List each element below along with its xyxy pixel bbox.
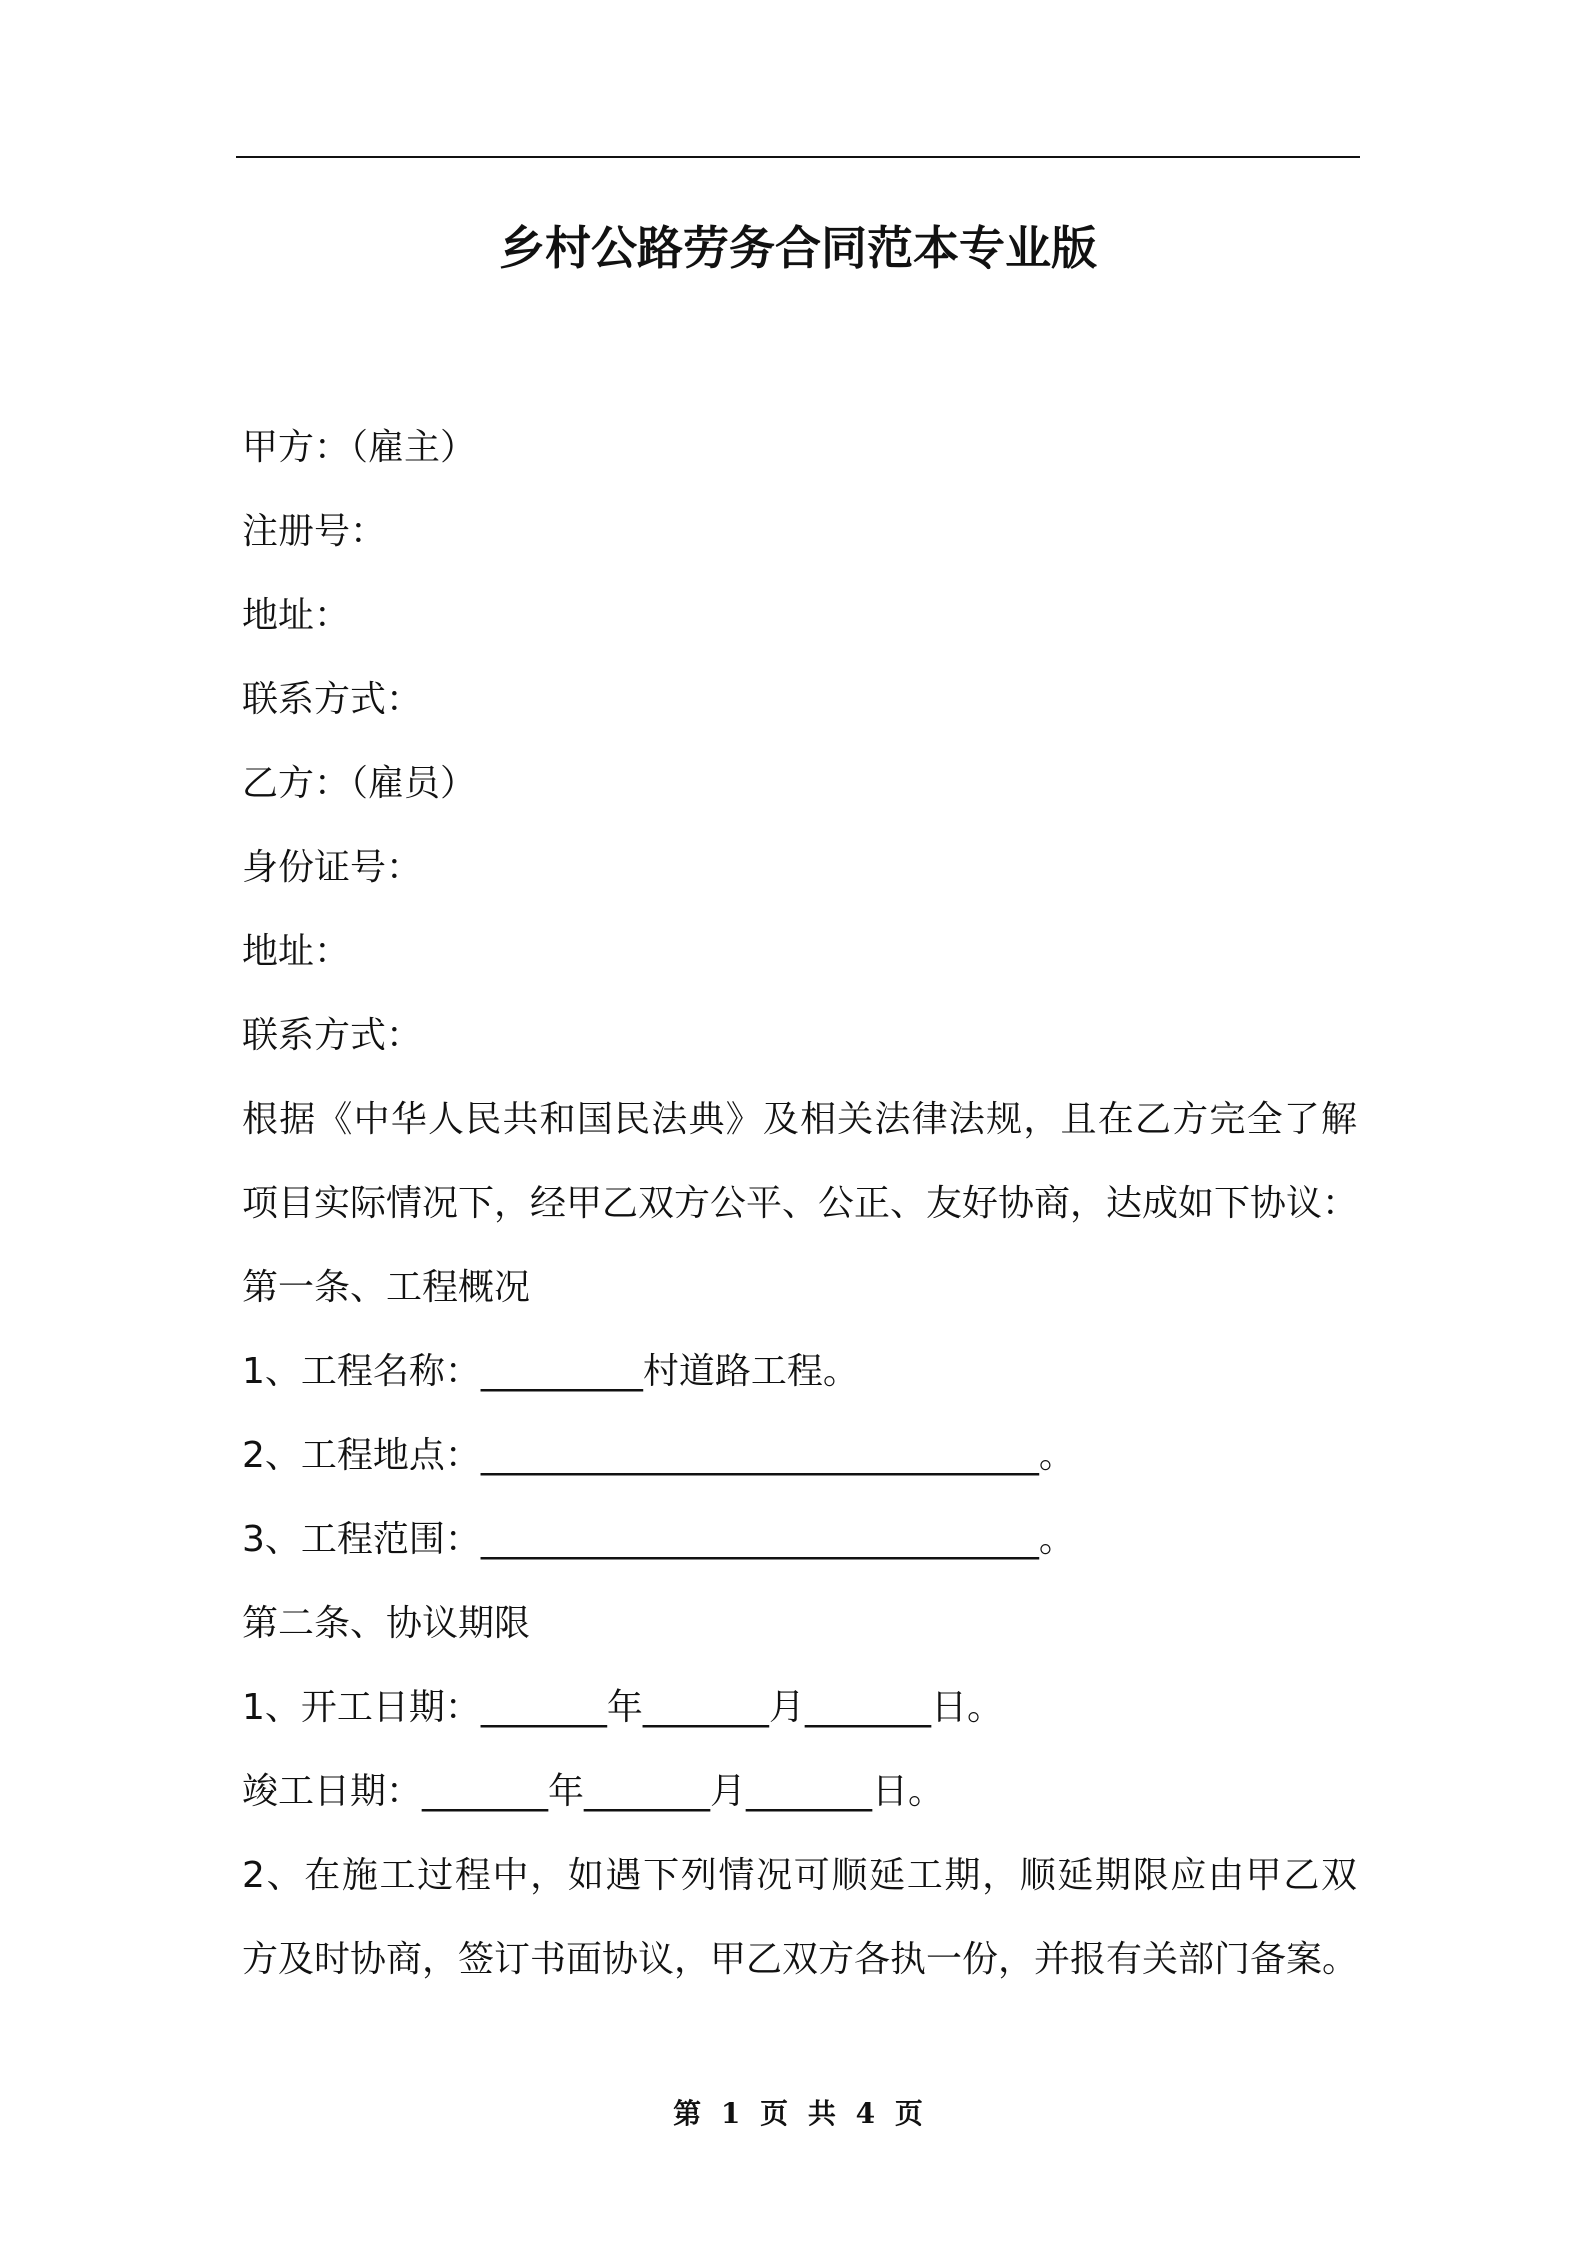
project-scope-line — [242, 1498, 1357, 1582]
party-a-label: 甲方：（雇主） — [242, 427, 477, 468]
project-location-label: 2、工程地点： — [242, 1435, 481, 1476]
project-name-label: 1、工程名称： — [242, 1351, 481, 1392]
start-month-blank: _______ — [642, 1687, 769, 1728]
article1-heading: 第一条、工程概况 — [242, 1267, 531, 1308]
preamble-line-2: 项目实际情况下，经甲乙双方公平、公正、友好协商，达成如下协议： — [242, 1183, 1359, 1224]
end-year-blank: _______ — [422, 1771, 549, 1812]
start-day-unit: 日。 — [930, 1687, 1003, 1728]
project-scope-label: 3、工程范围： — [242, 1519, 481, 1560]
start-year-blank: _______ — [480, 1687, 607, 1728]
end-month-blank: _______ — [584, 1771, 711, 1812]
project-name-line — [242, 1330, 1357, 1414]
start-month-unit: 月 — [768, 1687, 805, 1728]
extension-line-1: 2、在施工过程中，如遇下列情况可顺延工期，顺延期限应由甲乙双 — [242, 1855, 1357, 1896]
extension-line-2: 方及时协商，签订书面协议，甲乙双方各执一份，并报有关部门备案。 — [242, 1939, 1359, 1980]
project-location-line — [242, 1414, 1357, 1498]
end-day-blank: _______ — [746, 1771, 873, 1812]
start-date-line — [242, 1666, 1357, 1750]
project-scope-blank: _______________________________ — [480, 1519, 1039, 1560]
project-location-blank: _______________________________ — [480, 1435, 1039, 1476]
party-a-contact: 联系方式： — [242, 679, 423, 720]
document-body — [242, 406, 1357, 2002]
start-year-unit: 年 — [606, 1687, 643, 1728]
document-title: 乡村公路劳务合同范本专业版 — [499, 221, 1097, 275]
project-scope-suffix: 。 — [1038, 1519, 1075, 1560]
party-b-contact: 联系方式： — [242, 1015, 423, 1056]
project-location-suffix: 。 — [1038, 1435, 1075, 1476]
page-number: 第 1 页 共 4 页 — [673, 2097, 923, 2130]
project-name-blank: _________ — [480, 1351, 643, 1392]
party-b-label: 乙方：（雇员） — [242, 763, 477, 804]
start-date-label: 1、开工日期： — [242, 1687, 481, 1728]
end-date-label: 竣工日期： — [242, 1771, 423, 1812]
start-day-blank: _______ — [804, 1687, 931, 1728]
party-a-address: 地址： — [242, 595, 351, 636]
end-month-unit: 月 — [710, 1771, 747, 1812]
article2-heading: 第二条、协议期限 — [242, 1603, 531, 1644]
project-name-suffix: 村道路工程。 — [642, 1351, 859, 1392]
end-day-unit: 日。 — [872, 1771, 945, 1812]
party-b-id-number: 身份证号： — [242, 847, 423, 888]
end-date-line — [242, 1750, 1357, 1834]
party-b-address: 地址： — [242, 931, 351, 972]
preamble-line-1: 根据《中华人民共和国民法典》及相关法律法规，且在乙方完全了解 — [242, 1099, 1357, 1140]
header-rule — [236, 156, 1360, 158]
party-a-registration: 注册号： — [242, 511, 387, 552]
end-year-unit: 年 — [548, 1771, 585, 1812]
